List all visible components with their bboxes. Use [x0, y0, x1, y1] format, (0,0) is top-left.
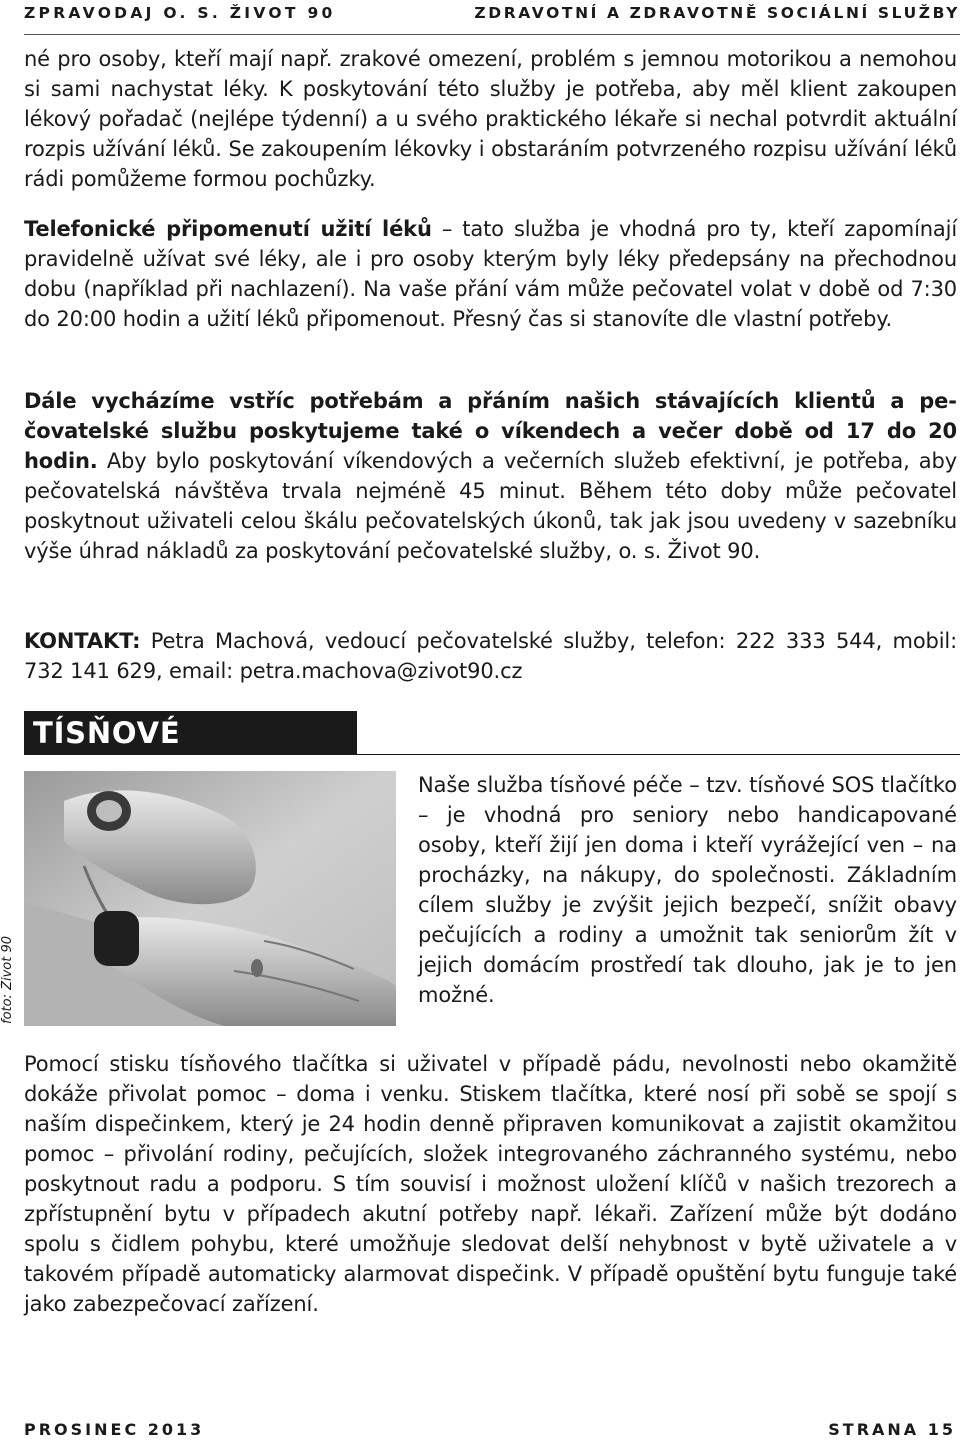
paragraph-text: Aby bylo poskytování víkendových a večerních služeb efektivní, je potřeba, aby pečovatelská návštěva trvala nejméně 45 minut. Během této doby může pečovatel poskytnout uživateli celou škálu pečovatelských úkonů, tak jak jsou uvedeny v sazebníku výše úhrad nákladů za poskytování pečovatelské služby, o. s. Život 90.	[24, 449, 957, 563]
contact-text: Petra Machová, vedoucí pečovatelské služby, telefon: 222 333 544, mobil: 732 141 629, email: petra.machova@zivot90.cz	[24, 629, 957, 683]
photo-credit: foto: Život 90	[0, 935, 15, 1024]
paragraph-medication-box	[24, 44, 957, 194]
paragraph-lead: Telefonické připomenutí užití léků	[24, 217, 432, 241]
hands-photo	[24, 771, 396, 1026]
page-number: STRANA 15	[828, 1420, 956, 1439]
paragraph-text: né pro osoby, kteří mají např. zrakové omezení, problém s jemnou motorikou a nemohou si sami nachystat léky. K poskytování této služby je potřeba, aby měl klient zakoupen lékový pořadač (nejlépe týdenní) a u svého praktického lékaře si nechal potvrdit aktuální rozpis užívání léků. Se zakoupením lékovky i obstaráním potvrzeného rozpisu užívání léků rádi pomůžeme formou pochůzky.	[24, 47, 957, 191]
publication-title: ZPRAVODAJ O. S. ŽIVOT 90	[24, 4, 336, 22]
sos-intro-paragraph	[418, 770, 957, 1010]
section-divider	[357, 754, 960, 755]
paragraph-phone-reminder	[24, 214, 957, 334]
paragraph-text: Pomocí stisku tísňového tlačítka si uživatel v případě pádu, nevolnosti nebo okamžitě dokáže přivolat pomoc – doma i venku. Stiskem tlačítka, které nosí při sobě se spojí s naším dispečinkem, který je 24 hodin denně připraven komunikovat a zajistit okamžitou pomoc – přivolání rodiny, pečujících, složek integrovaného záchranného systému, nebo poskytnout radu a podporu. S tím souvisí i možnost uložení klíčů v našich trezorech a zpřístupnění bytu v případech akutní potřeby např. lékaři. Zařízení může být dodáno spolu s čidlem pohybu, které umožňuje sledovat delší nehybnost v bytě uživatele a v takovém případě automaticky alarmovat dispečink. V případě opuštění bytu funguje také jako zabezpečovací zařízení.	[24, 1052, 957, 1316]
sos-body-paragraph	[24, 1049, 957, 1319]
section-heading: ZDRAVOTNÍ A ZDRAVOTNĚ SOCIÁLNÍ SLUŽBY	[474, 4, 960, 22]
paragraph-text: Naše služba tísňové péče – tzv. tísňové SOS tlačítko – je vhodná pro seniory nebo handicapované osoby, kteří žijí jen doma i kteří vyrážející ven – na procházky, na nákupy, do společnosti. Základním cílem služby je zvýšit jejich bezpečí, snížit obavy pečujících a rodiny a umožnit tak seniorům žít v jejich domácím prostředí tak dlouho, jak je to jen možné.	[418, 773, 957, 1007]
contact-label: KONTAKT:	[24, 629, 141, 653]
paragraph-text: – tato služba je vhodná pro ty, kteří zapomínají pravidelně užívat své léky, ale i pro osoby kterým byly léky předepsány na přechodnou dobu (například při nachlazení). Na vaše přání vám může pečovatel volat v době od 7:30 do 20:00 hodin a užití léků připomenout. Přesný čas si stanovíte dle vlastní potřeby.	[24, 217, 957, 331]
paragraph-lead: Dále vycházíme vstříc potřebám a přáním našich stávajících klientů a pečovatelské službu poskytujeme také o víkendech a večer době od 17 do 20 hodin.	[24, 389, 957, 473]
section-title: TÍSŇOVÉ	[24, 711, 357, 755]
page-header	[24, 0, 960, 35]
paragraph-weekend-service	[24, 386, 957, 566]
contact-block	[24, 626, 957, 686]
issue-date: PROSINEC 2013	[24, 1420, 205, 1439]
